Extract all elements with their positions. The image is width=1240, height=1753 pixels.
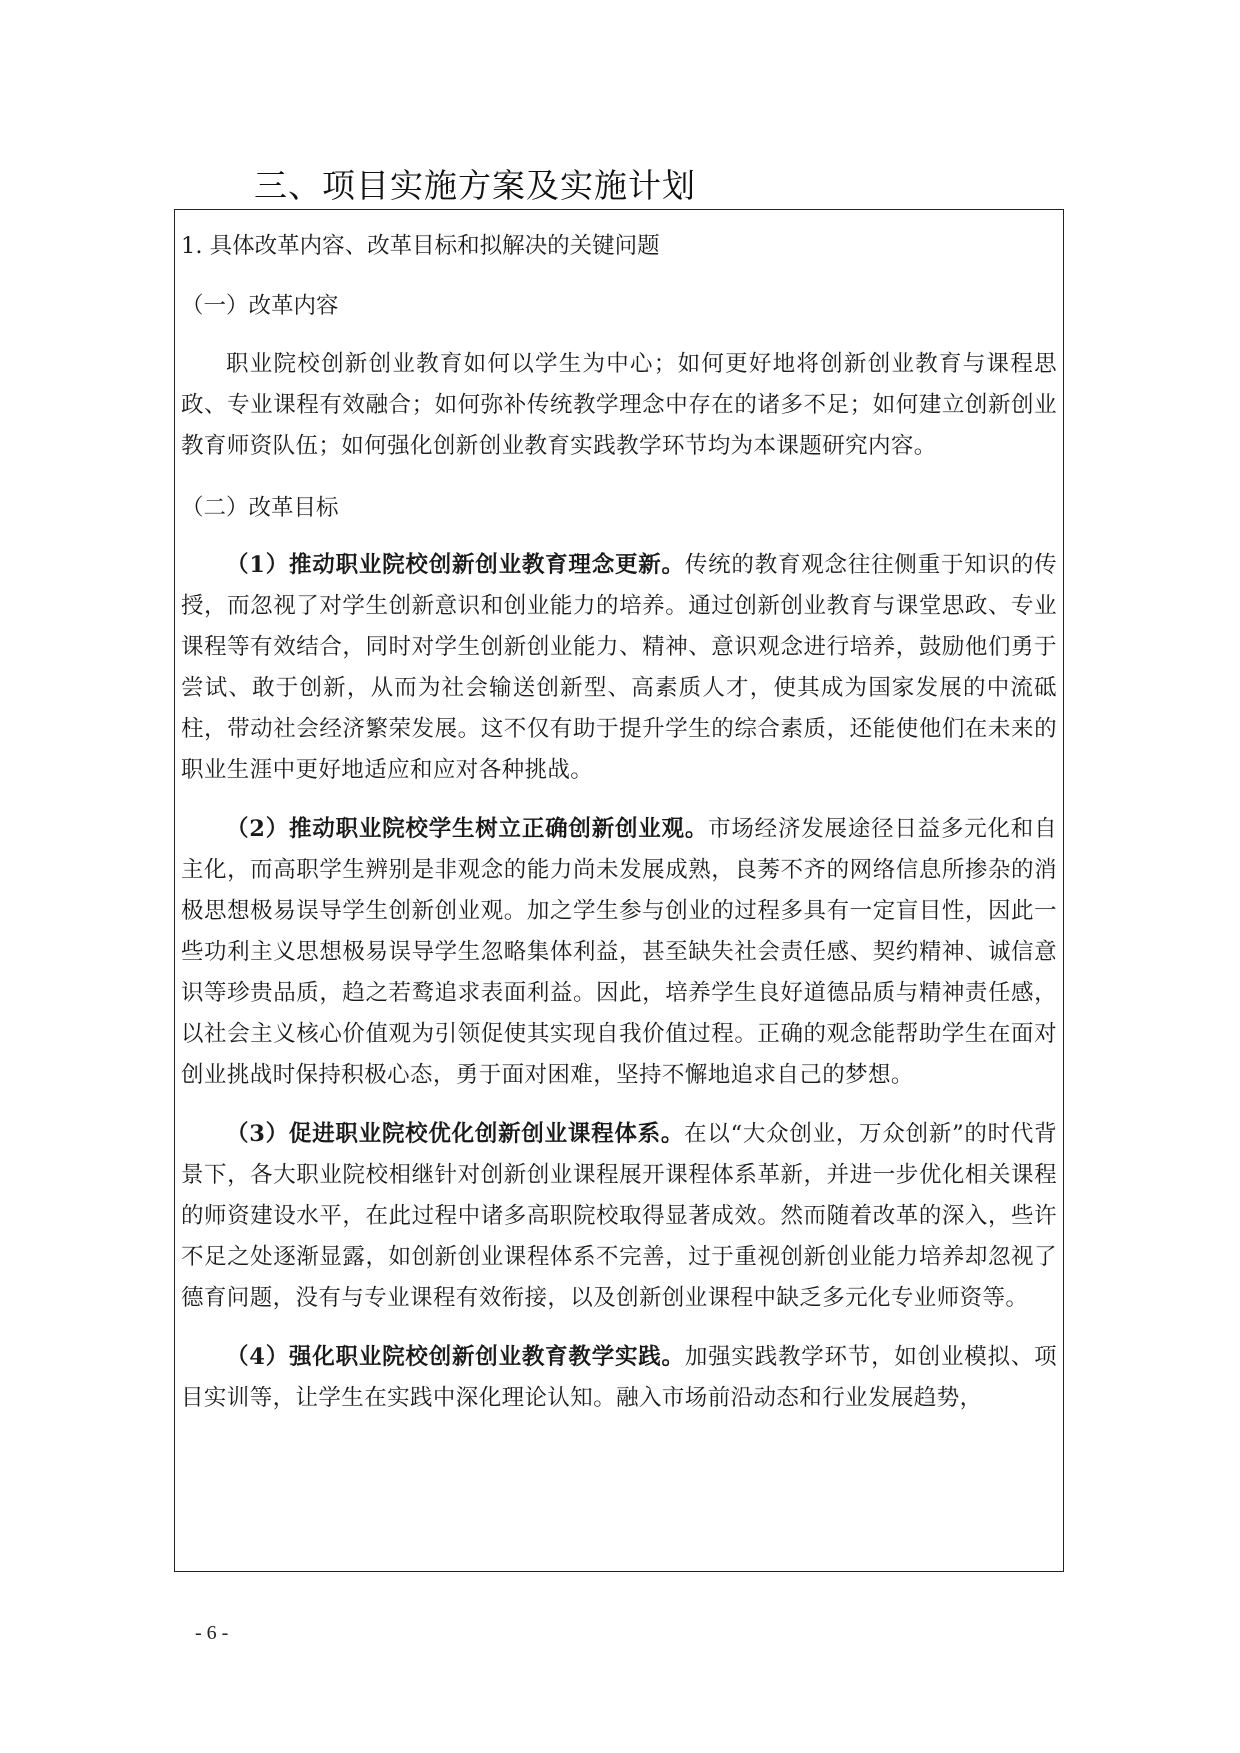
goal-lead-3: （3）促进职业院校优化创新创业课程体系。 <box>226 1121 685 1147</box>
goal-lead-2: （2）推动职业院校学生树立正确创新创业观。 <box>226 816 709 842</box>
subsection-title-goals: （二）改革目标 <box>181 495 339 521</box>
goal-text-3: 在以“大众创业，万众创新”的时代背景下，各大职业院校相继针对创新创业课程展开课程体系革新，并进一步优化相关课程的师资建设水平，在此过程中诸多高职院校取得显著成效。然而随着改革的深入，些许不足之处逐渐显露，如创新创业课程体系不完善，过于重视创新创业能力培养却忽视了德育问题，没有与专业课程有效衔接，以及创新创业课程中缺乏多元化专业师资等。 <box>181 1121 1058 1311</box>
goal-text-2: 市场经济发展途径日益多元化和自主化，而高职学生辨别是非观念的能力尚未发展成熟，良莠不齐的网络信息所掺杂的消极思想极易误导学生创新创业观。加之学生参与创业的过程多具有一定盲目性，因此一些功利主义思想极易误导学生忽略集体利益，甚至缺失社会责任感、契约精神、诚信意识等珍贵品质，趋之若鹜追求表面利益。因此，培养学生良好道德品质与精神责任感，以社会主义核心价值观为引领促使其实现自我价值过程。正确的观念能帮助学生在面对创业挑战时保持积极心态，勇于面对困难，坚持不懈地追求自己的梦想。 <box>181 816 1057 1088</box>
goal-text-1: 传统的教育观念往往侧重于知识的传授，而忽视了对学生创新意识和创业能力的培养。通过创新创业教育与课堂思政、专业课程等有效结合，同时对学生创新创业能力、精神、意识观念进行培养，鼓励他们勇于尝试、敢于创新，从而为社会输送创新型、高素质人才，使其成为国家发展的中流砥柱，带动社会经济繁荣发展。这不仅有助于提升学生的综合素质，还能使他们在未来的职业生涯中更好地适应和应对各种挑战。 <box>181 552 1058 783</box>
item-title: 1. 具体改革内容、改革目标和拟解决的关键问题 <box>181 233 660 259</box>
goal-lead-4: （4）强化职业院校创新创业教育教学实践。 <box>226 1344 685 1370</box>
goal-text-4: 加强实践教学环节，如创业模拟、项目实训等，让学生在实践中深化理论认知。融入市场前沿动态和行业发展趋势， <box>181 1344 1058 1411</box>
goal-lead-1: （1）推动职业院校创新创业教育理念更新。 <box>226 552 685 578</box>
goal-paragraph-2 <box>181 809 1057 1096</box>
subsection-title-content: （一）改革内容 <box>181 293 339 319</box>
goal-paragraph-1 <box>181 545 1057 791</box>
content-paragraph: 职业院校创新创业教育如何以学生为中心；如何更好地将创新创业教育与课程思政、专业课程有效融合；如何弥补传统教学理念中存在的诸多不足；如何建立创新创业教育师资队伍；如何强化创新创业教育实践教学环节均为本课题研究内容。 <box>181 351 1057 459</box>
goal-paragraph-3 <box>181 1114 1057 1319</box>
goal-paragraph-4 <box>181 1337 1057 1419</box>
page-number: - 6 - <box>195 1622 229 1644</box>
section-heading: 三、项目实施方案及实施计划 <box>254 166 696 205</box>
content-box <box>174 209 1064 1572</box>
